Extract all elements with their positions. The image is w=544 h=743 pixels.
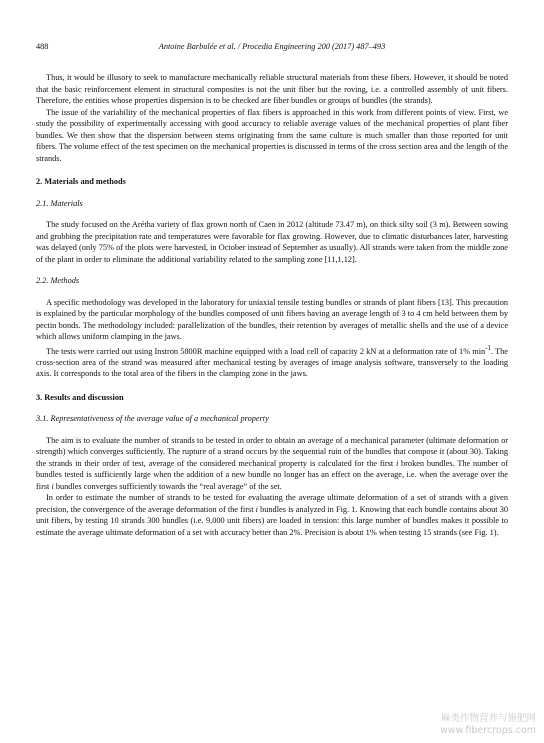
section-heading: 3. Results and discussion xyxy=(36,392,124,402)
subsection-heading: 3.1. Representativeness of the average value of a mechanical property xyxy=(36,414,269,424)
methods-paragraph: A specific methodology was developed in the laboratory for uniaxial tensile testing bundles or strands of plant fibers [13]. This precaution is explained by the particular morphology of the bundles composed of unit fibers having an average length of 3 to 4 cm held between them by pectin bonds. The methodology included: parallelization of the bundles, their retention by averages of metallic shells and the use of a device which allows uniform clamping in the jaws. xyxy=(36,297,508,341)
intro-paragraph: Thus, it would be illusory to seek to manufacture mechanically reliable structural materials from these fibers. However, it should be noted that the basic reinforcement element in structural composites is not the unit fiber but the roving, i.e. a controlled assembly of unit fibers. Therefore, the entities whose properties dispersion is to be checked are fiber bundles or groups of bundles (the strands). xyxy=(36,73,508,105)
page-number: 488 xyxy=(36,42,49,51)
watermark-line: www.fibercrops.com xyxy=(439,725,536,736)
results-paragraph xyxy=(36,435,508,493)
methods-text: . The cross-section area of the strand was measured after mechanical testing by averages of image analysis software, transversely to the loading axis. It corresponds to the total area of the fibers in the clamping zone in the jaws. xyxy=(36,346,508,379)
materials-paragraph: The study focused on the Arétha variety of flax grown north of Caen in 2012 (altitude 73.47 m), on thick silty soil (3 m). Between sowing and grubbing the precipitation rate and temperatures were favorable for flax growing. However, due to climatic disturbances later, harvesting was delayed (only 75% of the plots were harvested, in October instead of September as usually). All strands were taken from the middle zone of the plant in order to eliminate the additional variability related to the sampling zone [11,1,12]. xyxy=(36,220,508,264)
subsection-heading: 2.1. Materials xyxy=(36,198,83,208)
subsection-heading: 2.2. Methods xyxy=(36,276,80,285)
watermark xyxy=(396,713,536,737)
italic-variable: i xyxy=(395,458,399,468)
page-header xyxy=(36,42,508,56)
italic-variable: i xyxy=(51,481,54,491)
superscript: -1 xyxy=(485,344,491,352)
article-body xyxy=(36,72,508,538)
running-title: Antoine Barbulée et al. / Procedia Engineering 200 (2017) 487–493 xyxy=(158,42,386,51)
section-heading: 2. Materials and methods xyxy=(36,177,126,186)
results-text: The aim is to evaluate the number of strands to be tested in order to obtain an average of a mechanical parameter (ultimate deformation or strength) which converges sufficiently. The rupture of a strand occurs by the sequential ruin of the bundles that compose it (about 30). Taking the strands in their order of test, average of the considered mechanical property is calculated for the first xyxy=(36,435,508,468)
results-text: broken bundles. The number of bundles tested is sufficiently large when the addition of a new bundle no longer has an effect on the average, i.e. when the average over the first xyxy=(36,458,508,491)
italic-variable: i xyxy=(255,504,258,514)
methods-text: The tests were carried out using Instron 5800R machine equipped with a load cell of capacity 2 kN at a deformation rate of 1% min xyxy=(46,346,486,356)
methods-paragraph xyxy=(36,343,508,380)
intro-paragraph: The issue of the variability of the mechanical properties of flax fibers is approached in this work from different points of view. First, we study the possibility of experimentally accessing with good accuracy to reliable average values of the mechanical properties of plant fiber bundles. We then show that the dispersion between stems originating from the same culture is much smaller than those reported for unit fibers. The volume effect of the test specimen on the mechanical properties is discussed in terms of the cross section area and the length of the strands. xyxy=(36,107,509,163)
results-text: bundles converges sufficiently towards the “real average” of the set. xyxy=(53,481,282,491)
watermark-line: 麻类作物营养与施肥网 xyxy=(440,713,536,724)
results-paragraph xyxy=(36,492,508,538)
results-text: In order to estimate the number of strands to be tested for evaluating the average ultimate deformation of a set of strands with a given precision, the convergence of the average deformation of the first xyxy=(36,493,508,514)
results-text: bundles is analyzed in Fig. 1. Knowing that each bundle contains about 30 unit fibers, by testing 10 strands 300 bundles (i.e. 9,000 unit fibers) are loaded in tension: this large number of bundles makes it possible to estimate the average ultimate deformation of a set with accuracy better than 2%. Precision is about 1% when testing 15 strands (see Fig. 1). xyxy=(36,504,508,537)
